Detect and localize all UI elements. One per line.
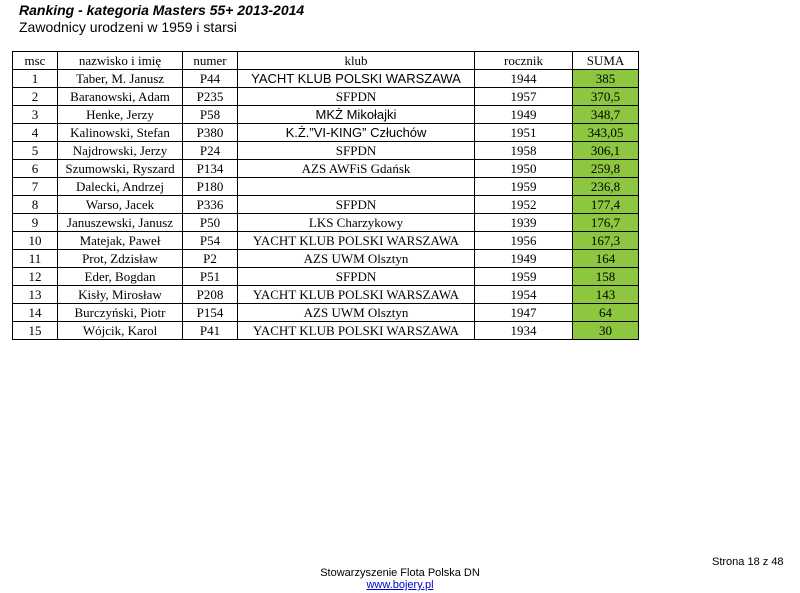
table-row bbox=[13, 106, 639, 124]
column-header-numer: numer bbox=[183, 52, 238, 70]
cell-numer: P51 bbox=[183, 268, 238, 286]
cell-numer: P134 bbox=[183, 160, 238, 178]
cell-klub: AZS UWM Olsztyn bbox=[238, 304, 475, 322]
cell-numer: P50 bbox=[183, 214, 238, 232]
table-row bbox=[13, 286, 639, 304]
cell-rocznik: 1944 bbox=[475, 70, 573, 88]
cell-suma: 385 bbox=[573, 70, 639, 88]
cell-name: Warso, Jacek bbox=[58, 196, 183, 214]
table-row bbox=[13, 196, 639, 214]
cell-numer: P58 bbox=[183, 106, 238, 124]
column-header-klub: klub bbox=[238, 52, 475, 70]
cell-name: Burczyński, Piotr bbox=[58, 304, 183, 322]
cell-numer: P154 bbox=[183, 304, 238, 322]
cell-suma: 64 bbox=[573, 304, 639, 322]
cell-numer: P336 bbox=[183, 196, 238, 214]
cell-msc: 3 bbox=[13, 106, 58, 124]
cell-rocznik: 1957 bbox=[475, 88, 573, 106]
cell-numer: P54 bbox=[183, 232, 238, 250]
cell-name: Kalinowski, Stefan bbox=[58, 124, 183, 142]
cell-klub: YACHT KLUB POLSKI WARSZAWA bbox=[238, 286, 475, 304]
cell-klub: SFPDN bbox=[238, 196, 475, 214]
cell-msc: 5 bbox=[13, 142, 58, 160]
page-title: Ranking - kategoria Masters 55+ 2013-2014 bbox=[19, 2, 305, 18]
cell-rocznik: 1949 bbox=[475, 106, 573, 124]
cell-klub: SFPDN bbox=[238, 268, 475, 286]
cell-numer: P2 bbox=[183, 250, 238, 268]
table-row bbox=[13, 250, 639, 268]
cell-klub: YACHT KLUB POLSKI WARSZAWA bbox=[238, 70, 475, 88]
cell-name: Baranowski, Adam bbox=[58, 88, 183, 106]
cell-msc: 7 bbox=[13, 178, 58, 196]
page-subtitle: Zawodnicy urodzeni w 1959 i starsi bbox=[19, 19, 237, 35]
cell-suma: 30 bbox=[573, 322, 639, 340]
page-number: Strona 18 z 48 bbox=[712, 556, 784, 568]
cell-rocznik: 1959 bbox=[475, 178, 573, 196]
cell-numer: P41 bbox=[183, 322, 238, 340]
cell-msc: 9 bbox=[13, 214, 58, 232]
cell-suma: 177,4 bbox=[573, 196, 639, 214]
cell-suma: 176,7 bbox=[573, 214, 639, 232]
cell-numer: P235 bbox=[183, 88, 238, 106]
cell-name: Wójcik, Karol bbox=[58, 322, 183, 340]
cell-rocznik: 1947 bbox=[475, 304, 573, 322]
cell-msc: 1 bbox=[13, 70, 58, 88]
cell-numer: P380 bbox=[183, 124, 238, 142]
cell-klub: SFPDN bbox=[238, 88, 475, 106]
cell-msc: 15 bbox=[13, 322, 58, 340]
cell-rocznik: 1934 bbox=[475, 322, 573, 340]
table-row bbox=[13, 268, 639, 286]
table-row bbox=[13, 70, 639, 88]
cell-msc: 6 bbox=[13, 160, 58, 178]
cell-msc: 2 bbox=[13, 88, 58, 106]
cell-name: Januszewski, Janusz bbox=[58, 214, 183, 232]
table-row bbox=[13, 178, 639, 196]
cell-name: Prot, Zdzisław bbox=[58, 250, 183, 268]
cell-numer: P180 bbox=[183, 178, 238, 196]
cell-numer: P24 bbox=[183, 142, 238, 160]
cell-klub: YACHT KLUB POLSKI WARSZAWA bbox=[238, 322, 475, 340]
cell-klub: YACHT KLUB POLSKI WARSZAWA bbox=[238, 232, 475, 250]
table-row bbox=[13, 88, 639, 106]
cell-suma: 370,5 bbox=[573, 88, 639, 106]
table-row bbox=[13, 322, 639, 340]
cell-name: Najdrowski, Jerzy bbox=[58, 142, 183, 160]
cell-rocznik: 1958 bbox=[475, 142, 573, 160]
cell-rocznik: 1956 bbox=[475, 232, 573, 250]
cell-rocznik: 1959 bbox=[475, 268, 573, 286]
cell-rocznik: 1939 bbox=[475, 214, 573, 232]
column-header-msc: msc bbox=[13, 52, 58, 70]
ranking-table-body bbox=[13, 70, 639, 340]
cell-msc: 11 bbox=[13, 250, 58, 268]
table-row bbox=[13, 142, 639, 160]
cell-suma: 143 bbox=[573, 286, 639, 304]
table-row bbox=[13, 124, 639, 142]
table-row bbox=[13, 214, 639, 232]
cell-suma: 236,8 bbox=[573, 178, 639, 196]
cell-klub: SFPDN bbox=[238, 142, 475, 160]
cell-msc: 8 bbox=[13, 196, 58, 214]
cell-klub: MKŻ Mikołajki bbox=[238, 106, 475, 124]
cell-name: Eder, Bogdan bbox=[58, 268, 183, 286]
cell-rocznik: 1950 bbox=[475, 160, 573, 178]
cell-suma: 164 bbox=[573, 250, 639, 268]
cell-name: Szumowski, Ryszard bbox=[58, 160, 183, 178]
footer-organization: Stowarzyszenie Flota Polska DN bbox=[320, 567, 480, 579]
footer-website-link[interactable]: www.bojery.pl bbox=[366, 579, 434, 591]
cell-klub: AZS UWM Olsztyn bbox=[238, 250, 475, 268]
column-header-suma: SUMA bbox=[573, 52, 639, 70]
cell-rocznik: 1954 bbox=[475, 286, 573, 304]
cell-klub: K.Ż.”VI-KING” Człuchów bbox=[238, 124, 475, 142]
table-row bbox=[13, 160, 639, 178]
cell-msc: 14 bbox=[13, 304, 58, 322]
column-header-name: nazwisko i imię bbox=[58, 52, 183, 70]
cell-rocznik: 1951 bbox=[475, 124, 573, 142]
table-header-row bbox=[13, 52, 639, 70]
cell-msc: 12 bbox=[13, 268, 58, 286]
cell-suma: 348,7 bbox=[573, 106, 639, 124]
table-row bbox=[13, 304, 639, 322]
cell-msc: 4 bbox=[13, 124, 58, 142]
cell-suma: 306,1 bbox=[573, 142, 639, 160]
cell-name: Kisły, Mirosław bbox=[58, 286, 183, 304]
cell-name: Henke, Jerzy bbox=[58, 106, 183, 124]
cell-suma: 158 bbox=[573, 268, 639, 286]
cell-name: Taber, M. Janusz bbox=[58, 70, 183, 88]
cell-msc: 10 bbox=[13, 232, 58, 250]
cell-name: Matejak, Paweł bbox=[58, 232, 183, 250]
cell-klub: LKS Charzykowy bbox=[238, 214, 475, 232]
cell-suma: 259,8 bbox=[573, 160, 639, 178]
cell-name: Dalecki, Andrzej bbox=[58, 178, 183, 196]
cell-klub: AZS AWFiS Gdańsk bbox=[238, 160, 475, 178]
cell-klub bbox=[238, 178, 475, 196]
cell-rocznik: 1949 bbox=[475, 250, 573, 268]
cell-suma: 167,3 bbox=[573, 232, 639, 250]
cell-numer: P208 bbox=[183, 286, 238, 304]
cell-suma: 343,05 bbox=[573, 124, 639, 142]
cell-rocznik: 1952 bbox=[475, 196, 573, 214]
ranking-table bbox=[12, 51, 639, 340]
table-row bbox=[13, 232, 639, 250]
cell-msc: 13 bbox=[13, 286, 58, 304]
column-header-rocznik: rocznik bbox=[475, 52, 573, 70]
cell-numer: P44 bbox=[183, 70, 238, 88]
